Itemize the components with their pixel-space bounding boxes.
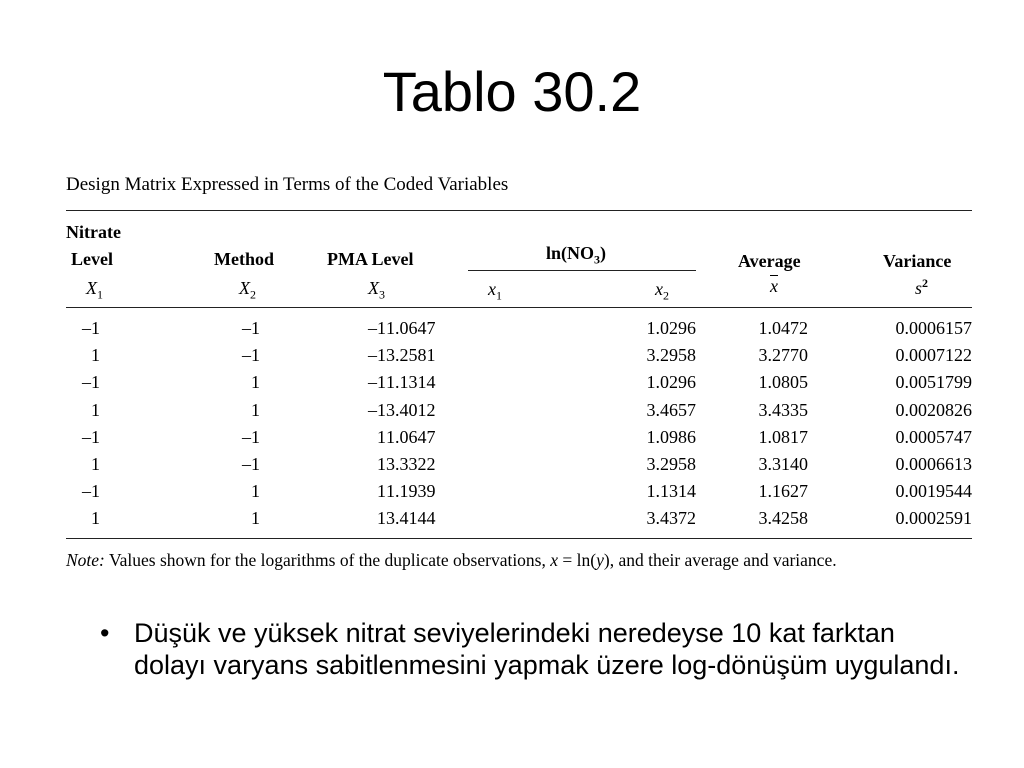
bullet-item	[100, 617, 960, 681]
cell-variance: 0.0020826	[895, 399, 972, 420]
table-row	[66, 397, 972, 424]
cell-nitrate-level: 1	[91, 508, 100, 529]
cell-x1: 3.4144	[386, 508, 436, 529]
cell-nitrate-level: 1	[91, 345, 100, 366]
cell-variance: 0.0005747	[895, 426, 972, 447]
header-x2: $x_2$	[655, 279, 669, 303]
header-nitrate-line1: Nitrate	[66, 222, 121, 242]
cell-method: 1	[251, 508, 260, 529]
cell-x2: 3.4657	[646, 399, 696, 420]
note-label: Note:	[66, 550, 105, 570]
cell-pma-level: 1	[377, 508, 386, 529]
cell-pma-level: –1	[368, 372, 386, 393]
cell-method: –1	[242, 318, 260, 339]
note-text-after: , and their average and variance.	[609, 550, 837, 570]
note-formula-x: x	[550, 550, 559, 570]
table-row	[66, 505, 972, 532]
header-average: Average	[738, 251, 801, 271]
header-pma-var: $X_3$	[368, 278, 385, 302]
header-x1: $x_1$	[488, 279, 502, 303]
cell-x1: 1.0647	[386, 426, 436, 447]
cell-method: 1	[251, 372, 260, 393]
cell-pma-level: 1	[377, 426, 386, 447]
table-body	[66, 315, 972, 533]
table-row	[66, 369, 972, 396]
note-formula-y: y	[596, 550, 604, 570]
cell-x1: 3.4012	[386, 399, 436, 420]
cell-method: –1	[242, 426, 260, 447]
cell-x2: 1.0296	[646, 318, 696, 339]
header-method: Method	[214, 249, 274, 269]
slide-title: Tablo 30.2	[382, 60, 642, 123]
header-ln-no3: $\ln(NO_3)$	[546, 243, 607, 267]
cell-variance: 0.0007122	[895, 345, 972, 366]
cell-pma-level: –1	[368, 318, 386, 339]
table-top-rule	[66, 210, 972, 211]
cell-pma-level: –1	[368, 345, 386, 366]
cell-pma-level: 1	[377, 481, 386, 502]
bullet-dot-icon: •	[100, 618, 110, 648]
cell-x1: 3.3322	[386, 454, 436, 475]
table-row	[66, 478, 972, 505]
cell-nitrate-level: 1	[91, 454, 100, 475]
cell-x2: 3.2958	[646, 345, 696, 366]
cell-average: 3.3140	[758, 454, 808, 475]
header-average-symbol: $\overline{x}$	[770, 276, 778, 296]
cell-average: 1.0472	[758, 318, 808, 339]
cell-x2: 3.4372	[646, 508, 696, 529]
cell-nitrate-level: –1	[82, 426, 100, 447]
cell-x2: 1.1314	[646, 481, 696, 502]
cell-average: 3.4335	[758, 399, 808, 420]
cell-method: 1	[251, 399, 260, 420]
cell-nitrate-level: –1	[82, 481, 100, 502]
cell-x1: 1.1314	[386, 372, 436, 393]
cell-x2: 3.2958	[646, 454, 696, 475]
cell-x2: 1.0986	[646, 426, 696, 447]
cell-method: –1	[242, 454, 260, 475]
cell-variance: 0.0019544	[895, 481, 972, 502]
cell-nitrate-level: –1	[82, 318, 100, 339]
bullet-text: Düşük ve yüksek nitrat seviyelerindeki neredeyse 10 kat farktan dolayı varyans sabitlenmesini yapmak üzere log-dönüşüm uygulandı.	[134, 618, 960, 680]
table-row	[66, 424, 972, 451]
cell-average: 3.2770	[758, 345, 808, 366]
cell-x1: 1.1939	[386, 481, 436, 502]
table-note	[66, 546, 972, 574]
cell-average: 3.4258	[758, 508, 808, 529]
cell-x1: 3.2581	[386, 345, 436, 366]
cell-method: –1	[242, 345, 260, 366]
table-row	[66, 315, 972, 342]
bullet-list	[100, 617, 960, 681]
cell-average: 1.0817	[758, 426, 808, 447]
header-nitrate-line2: Level	[71, 249, 113, 269]
table-row	[66, 451, 972, 478]
cell-pma-level: 1	[377, 454, 386, 475]
header-variance: Variance	[883, 251, 952, 271]
note-formula-close: )	[603, 550, 610, 570]
header-variance-symbol: $s^2$	[915, 276, 929, 298]
cell-nitrate-level: 1	[91, 399, 100, 420]
header-nitrate-var: $X_1$	[86, 278, 103, 302]
table-caption: Design Matrix Expressed in Terms of the Coded Variables	[66, 174, 509, 195]
cell-x2: 1.0296	[646, 372, 696, 393]
cell-pma-level: –1	[368, 399, 386, 420]
cell-variance: 0.0002591	[895, 508, 972, 529]
cell-variance: 0.0006157	[895, 318, 972, 339]
header-pma-level: PMA Level	[327, 249, 414, 269]
cell-average: 1.0805	[758, 372, 808, 393]
header-ln-group-rule	[468, 270, 696, 271]
cell-x1: 1.0647	[386, 318, 436, 339]
note-formula-eq: = ln(	[558, 550, 597, 570]
table-bottom-rule	[66, 538, 972, 539]
cell-variance: 0.0006613	[895, 454, 972, 475]
note-text-before: Values shown for the logarithms of the duplicate observations,	[104, 550, 551, 570]
cell-average: 1.1627	[758, 481, 808, 502]
cell-method: 1	[251, 481, 260, 502]
header-method-var: $X_2$	[239, 278, 256, 302]
table-header-rule	[66, 307, 972, 308]
data-table	[66, 315, 972, 533]
cell-variance: 0.0051799	[895, 372, 972, 393]
table-row	[66, 342, 972, 369]
cell-nitrate-level: –1	[82, 372, 100, 393]
